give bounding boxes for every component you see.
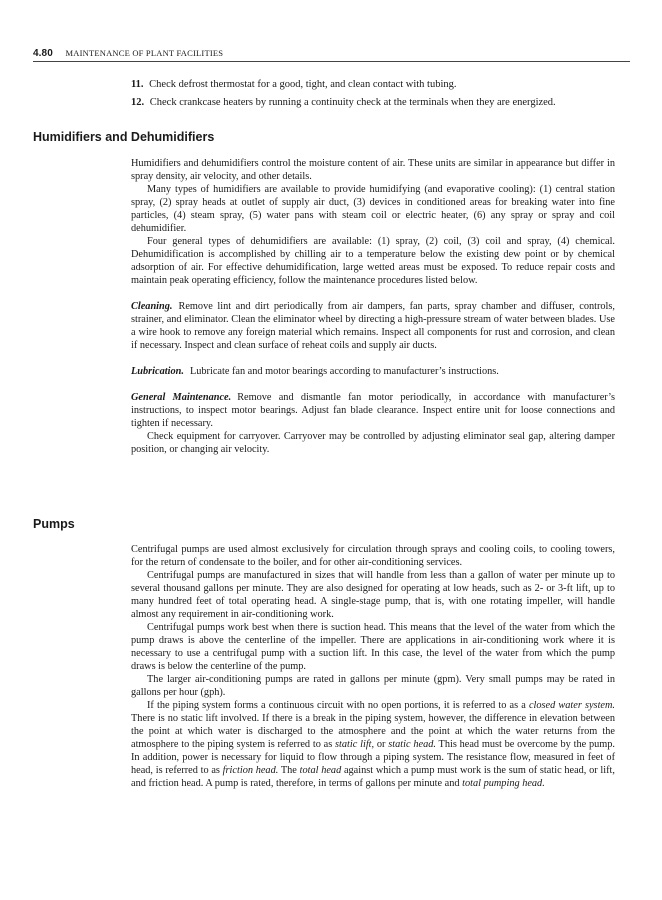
paragraph-closed-system — [131, 699, 615, 790]
term-closed-water-system: closed water system. — [528, 700, 616, 711]
paragraph: Centrifugal pumps are manufactured in sizes that will handle from less than a gallon of water per minute up to several thousand gallons per minute. They are also designed for operating at low heads, such as 2- or 3-ft lift, up to many hundred feet of total operating head. A single-stage pump, that is, with one rotating impeller, will handle almost any requirement in air-conditioning work. — [131, 570, 615, 620]
section-heading-humidifiers: Humidifiers and Dehumidifiers — [33, 130, 215, 144]
text-run: The — [278, 765, 300, 776]
list-item-text: Check defrost thermostat for a good, tight, and clean contact with tubing. — [149, 79, 457, 90]
running-head — [33, 48, 223, 59]
paragraph: Four general types of dehumidifiers are available: (1) spray, (2) coil, (3) coil and spray, (4) chemical. Dehumidification is accomplished by chilling air to a temperature below the existing dew point or by chemical adsorption of air. For effective dehumidification, large wetted areas must be exposed. To reduce repair costs and maintain peak operating efficiency, follow the maintenance procedures listed below. — [131, 236, 615, 286]
list-item — [131, 77, 621, 93]
section-heading-pumps: Pumps — [33, 517, 75, 531]
paragraph: Check equipment for carryover. Carryover may be controlled by adjusting eliminator seal gap, altering damper position, or changing air velocity. — [131, 431, 615, 455]
paragraph-lubrication — [131, 365, 615, 378]
list-item-text: Check crankcase heaters by running a continuity check at the terminals when they are energized. — [149, 97, 556, 108]
term-total-head: total head — [299, 765, 342, 776]
book-title: MAINTENANCE OF PLANT FACILITIES — [65, 48, 224, 58]
paragraph: Many types of humidifiers are available to provide humidifying (and evaporative cooling): (1) central station spray, (2) spray heads at outlet of supply air duct, (3) devices in conditioned areas for breaking water into fine particles, (4) steam spray, (5) water pans with steam coil or electric heater, (6) any spray or spray and coil dehumidifier. — [131, 184, 615, 234]
term-total-pumping-head: total pumping head. — [462, 778, 545, 789]
paragraph-general-maintenance — [131, 391, 615, 430]
runin-heading-general-maintenance: General Maintenance. — [131, 392, 232, 403]
term-static-head: static head. — [388, 739, 436, 750]
text-run: or — [374, 739, 389, 750]
list-item — [131, 95, 621, 111]
paragraph-text: Remove and dismantle fan motor periodically, in accordance with manufacturer’s instructions, to inspect motor bearings. Adjust fan blade clearance. Inspect entire unit for loose connections and tighten if necessary. — [131, 392, 615, 429]
paragraph-text: Remove lint and dirt periodically from air dampers, fan parts, spray chamber and diffuser, controls, strainer, and eliminator. Clean the eliminator wheel by directing a high-pressure stream of water between blades. Use a wire hook to remove any foreign material which remains. Inspect all components for rust and corrosion, and clean if necessary. Inspect and clean surface of reheat coils and supply air ducts. — [131, 301, 615, 351]
list-item-number: 12. — [131, 97, 145, 108]
paragraph: Centrifugal pumps work best when there is suction head. This means that the level of the water from which the pump draws is above the centerline of the impeller. There are applications in air-conditioning work where it is necessary to use a centrifugal pump with a suction lift. In this case, the level of the water from which the pump draws is below the centerline of the pump. — [131, 622, 615, 672]
header-rule — [33, 61, 630, 62]
text-run: against which a pump must work is the sum of static head, or lift, and friction head. A pump is rated, therefore, in terms of gallons per minute and — [131, 765, 615, 789]
runin-heading-cleaning: Cleaning. — [131, 301, 173, 312]
section-humidifiers — [131, 157, 615, 456]
text-run: If the piping system forms a continuous circuit with no open portions, it is referred to as a — [147, 700, 529, 711]
paragraph: The larger air-conditioning pumps are rated in gallons per minute (gpm). Very small pumps may be rated in gallons per hour (gph). — [131, 674, 615, 698]
list-item-number: 11. — [131, 79, 144, 90]
paragraph-cleaning — [131, 300, 615, 352]
term-friction-head: friction head. — [222, 765, 279, 776]
page-number: 4.80 — [33, 48, 53, 59]
section-pumps — [131, 543, 615, 790]
runin-heading-lubrication: Lubrication. — [131, 366, 184, 377]
checklist — [131, 77, 621, 113]
term-static-lift: static lift, — [335, 739, 375, 750]
paragraph: Centrifugal pumps are used almost exclusively for circulation through sprays and cooling coils, to cooling towers, for the return of condensate to the boiler, and for other air-conditioning services. — [131, 544, 615, 568]
text-run: This head must be overcome by the pump. In addition, power is necessary for liquid to flow through a piping system. The resistance flow, measured in feet of head, is referred to as — [131, 739, 615, 776]
paragraph-text: Lubricate fan and motor bearings according to manufacturer’s instructions. — [189, 366, 499, 377]
text-run: There is no static lift involved. If there is a break in the piping system, however, the difference in elevation between the point at which water is discharged to the atmosphere and the point at which the water returns from the atmosphere to the piping system is referred to as — [131, 713, 615, 750]
paragraph: Humidifiers and dehumidifiers control the moisture content of air. These units are similar in appearance but differ in spray density, air velocity, and other details. — [131, 158, 615, 182]
